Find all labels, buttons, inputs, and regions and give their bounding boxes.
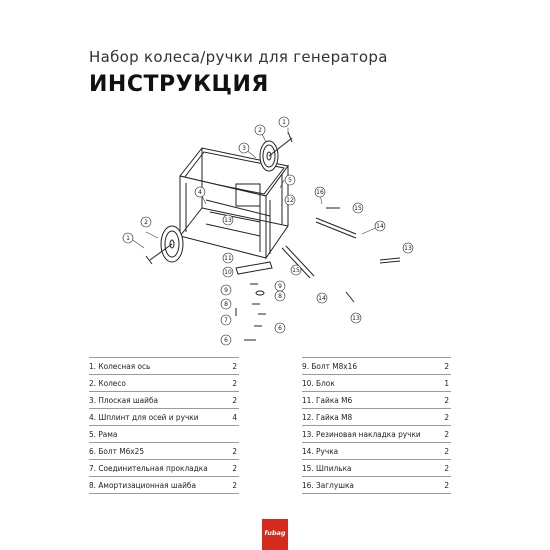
part-name: 2. Колесо <box>89 375 231 392</box>
svg-text:9: 9 <box>278 283 282 290</box>
svg-text:5: 5 <box>288 177 292 184</box>
part-name: 6. Болт М6х25 <box>89 443 231 460</box>
parts-table-row <box>89 358 239 375</box>
brand-logo-text: fubag <box>264 529 286 537</box>
svg-text:6: 6 <box>278 325 282 332</box>
part-name: 4. Шплинт для осей и ручки <box>89 409 231 426</box>
svg-text:10: 10 <box>224 269 232 276</box>
part-name: 7. Соединительная прокладка <box>89 460 231 477</box>
svg-text:13: 13 <box>404 245 412 252</box>
callout <box>110 108 114 110</box>
callout <box>255 125 265 135</box>
callout <box>279 117 289 127</box>
brand-logo <box>262 519 288 550</box>
parts-table-row <box>89 375 239 392</box>
svg-text:1: 1 <box>126 235 130 242</box>
callout <box>123 233 133 243</box>
parts-table-row <box>89 409 239 426</box>
callout <box>110 108 112 110</box>
parts-table-row <box>89 392 239 409</box>
callout <box>403 243 413 253</box>
part-quantity: 2 <box>443 392 451 409</box>
part-name: 15. Шпилька <box>302 460 443 477</box>
callout <box>275 281 285 291</box>
callout <box>221 285 231 295</box>
part-quantity: 2 <box>231 375 239 392</box>
callout <box>351 313 361 323</box>
part-name: 16. Заглушка <box>302 477 443 494</box>
part-name: 1. Колесная ось <box>89 358 231 375</box>
svg-text:1: 1 <box>282 119 286 126</box>
part-quantity: 2 <box>443 358 451 375</box>
svg-text:7: 7 <box>224 317 228 324</box>
parts-table-row <box>89 460 239 477</box>
svg-text:13: 13 <box>224 217 232 224</box>
part-name: 5. Рама <box>89 426 231 443</box>
parts-table-left <box>89 357 239 494</box>
parts-table-right <box>302 357 451 494</box>
parts-table-row <box>302 426 451 443</box>
parts-table-row <box>302 358 451 375</box>
parts-table-row <box>89 443 239 460</box>
svg-text:13: 13 <box>352 315 360 322</box>
rear-wheel-drawing <box>260 132 292 171</box>
svg-text:15: 15 <box>354 205 362 212</box>
part-quantity: 2 <box>231 460 239 477</box>
svg-text:3: 3 <box>242 145 246 152</box>
callout <box>291 265 301 275</box>
parts-table-row <box>302 460 451 477</box>
callout <box>223 253 233 263</box>
part-quantity: 2 <box>231 443 239 460</box>
svg-text:14: 14 <box>376 223 384 230</box>
callout <box>353 203 363 213</box>
part-quantity <box>231 426 239 443</box>
subtitle: Набор колеса/ручки для генератора <box>89 48 388 66</box>
front-wheel-drawing <box>146 226 183 264</box>
part-quantity: 2 <box>443 477 451 494</box>
callout <box>275 291 285 301</box>
part-quantity: 1 <box>443 375 451 392</box>
svg-text:4: 4 <box>198 189 202 196</box>
part-name: 9. Болт М8х16 <box>302 358 443 375</box>
svg-text:12: 12 <box>286 197 294 204</box>
svg-text:2: 2 <box>258 127 262 134</box>
callout <box>223 267 233 277</box>
callout <box>315 187 325 197</box>
parts-table-row <box>89 426 239 443</box>
page-title: ИНСТРУКЦИЯ <box>89 72 269 97</box>
part-quantity: 2 <box>231 392 239 409</box>
exploded-assembly-diagram <box>110 108 430 348</box>
part-quantity: 2 <box>443 409 451 426</box>
svg-text:14: 14 <box>318 295 326 302</box>
parts-table-row <box>302 392 451 409</box>
part-name: 8. Амортизационная шайба <box>89 477 231 494</box>
svg-text:9: 9 <box>224 287 228 294</box>
svg-text:11: 11 <box>224 255 232 262</box>
svg-text:8: 8 <box>278 293 282 300</box>
svg-text:2: 2 <box>144 219 148 226</box>
part-name: 11. Гайка М6 <box>302 392 443 409</box>
callout <box>317 293 327 303</box>
part-quantity: 2 <box>231 358 239 375</box>
part-quantity: 4 <box>231 409 239 426</box>
part-name: 3. Плоская шайба <box>89 392 231 409</box>
part-name: 10. Блок <box>302 375 443 392</box>
svg-text:16: 16 <box>316 189 324 196</box>
svg-text:6: 6 <box>224 337 228 344</box>
svg-text:15: 15 <box>292 267 300 274</box>
callout <box>221 335 231 345</box>
svg-text:8: 8 <box>224 301 228 308</box>
callout <box>275 323 285 333</box>
part-name: 14. Ручка <box>302 443 443 460</box>
callout <box>110 108 114 110</box>
callout <box>285 195 295 205</box>
block-drawing <box>236 262 272 340</box>
callout <box>375 221 385 231</box>
parts-table-row <box>302 477 451 494</box>
callout <box>239 143 249 153</box>
callout <box>195 187 205 197</box>
callout <box>223 215 233 225</box>
part-quantity: 2 <box>443 443 451 460</box>
part-quantity: 2 <box>231 477 239 494</box>
parts-table-row <box>89 477 239 494</box>
parts-table-row <box>302 375 451 392</box>
callout <box>285 175 295 185</box>
callout <box>221 299 231 309</box>
callout <box>221 315 231 325</box>
part-name: 13. Резиновая накладка ручки <box>302 426 443 443</box>
callout <box>141 217 151 227</box>
parts-table-row <box>302 409 451 426</box>
part-quantity: 2 <box>443 460 451 477</box>
part-quantity: 2 <box>443 426 451 443</box>
part-name: 12. Гайка М8 <box>302 409 443 426</box>
parts-table-row <box>302 443 451 460</box>
